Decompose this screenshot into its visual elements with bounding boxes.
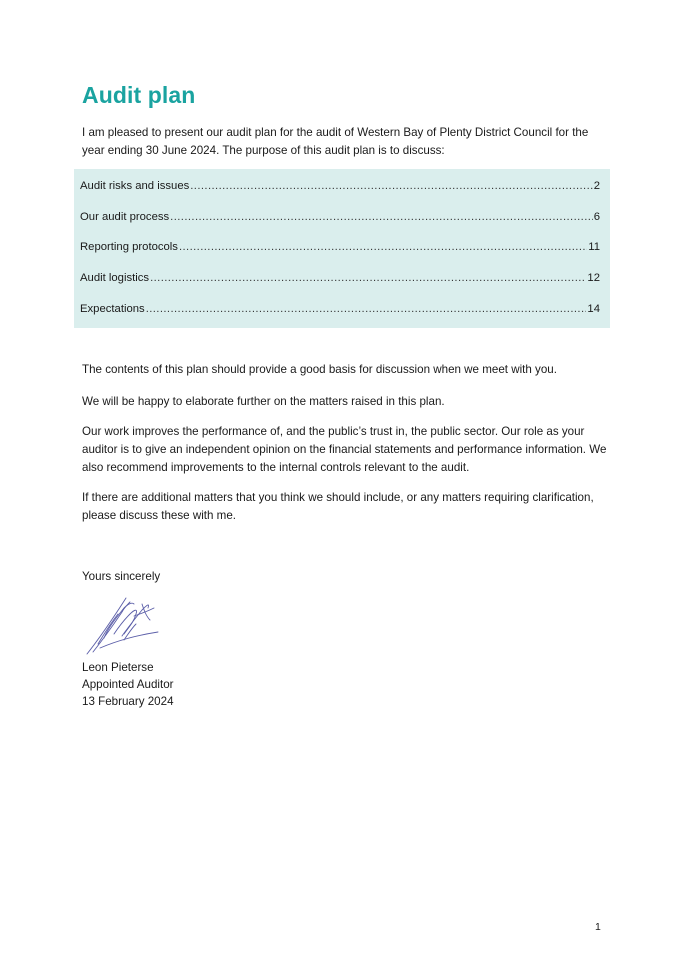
toc-item-audit-process[interactable] [80,209,600,225]
body-paragraph: If there are additional matters that you think we should include, or any matters requiring clarification, please discuss these with me. [82,491,594,522]
toc-item-audit-logistics[interactable] [80,270,600,286]
toc-item-label: Reporting protocols [80,241,178,253]
page-number: 1 [595,921,601,933]
toc-item-page: 6 [593,211,600,223]
intro-paragraph: I am pleased to present our audit plan for the audit of Western Bay of Plenty District Council for the year ending 30 June 2024. The purpose of this audit plan is to discuss: [82,126,589,157]
toc-dot-leader [170,209,593,225]
toc-item-audit-risks[interactable] [80,178,600,194]
body-paragraph: We will be happy to elaborate further on the matters raised in this plan. [82,395,445,408]
signatory-role: Appointed Auditor [82,678,174,691]
page-title: Audit plan [82,82,196,108]
toc-item-page: 14 [587,303,600,315]
toc-item-label: Audit risks and issues [80,180,190,192]
body-paragraph: Our work improves the performance of, and the public’s trust in, the public sector. Our role as your auditor is to give an independent opinion on the financial statements and performance information. We also recommend improvements to the internal controls relevant to the audit. [82,425,607,474]
toc-dot-leader [190,178,592,194]
toc-item-expectations[interactable] [80,301,600,317]
signatory-block [82,659,174,710]
closing-salutation: Yours sincerely [82,570,161,583]
signature-icon [84,594,164,660]
signature-date: 13 February 2024 [82,695,174,708]
toc-item-page: 11 [588,241,600,253]
body-paragraph: The contents of this plan should provide a good basis for discussion when we meet with you. [82,363,557,376]
table-of-contents [74,169,610,328]
toc-item-reporting-protocols[interactable] [80,239,600,255]
toc-dot-leader [179,239,587,255]
toc-item-page: 12 [587,272,600,284]
toc-dot-leader [146,301,587,317]
toc-item-label: Audit logistics [80,272,150,284]
toc-item-label: Our audit process [80,211,170,223]
signatory-name: Leon Pieterse [82,661,154,674]
toc-item-page: 2 [593,180,600,192]
toc-dot-leader [150,270,586,286]
toc-item-label: Expectations [80,303,145,315]
